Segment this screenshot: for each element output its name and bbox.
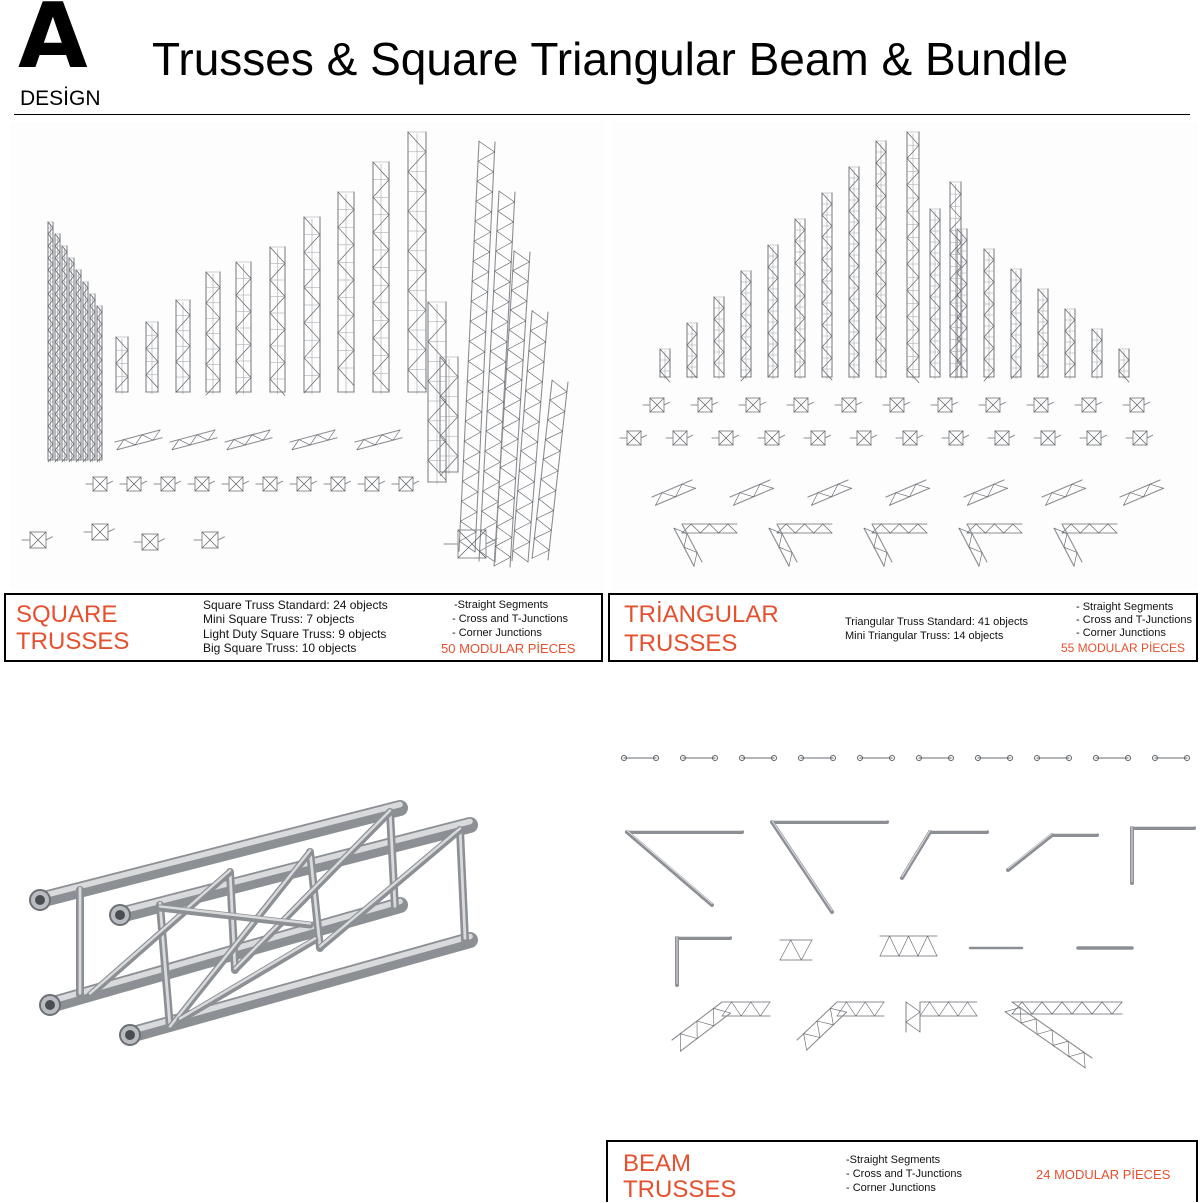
triangular-truss bbox=[660, 349, 670, 382]
square-truss-standard bbox=[408, 132, 426, 394]
triangular-trusses-infobox bbox=[608, 593, 1198, 662]
mini-square-truss bbox=[48, 222, 53, 462]
triangular-truss bbox=[768, 245, 778, 379]
triangular-truss bbox=[1119, 349, 1129, 382]
square-junction bbox=[222, 477, 249, 491]
beam-corner bbox=[1008, 834, 1097, 871]
triangular-junction bbox=[787, 398, 814, 412]
triangular-truss bbox=[984, 249, 994, 381]
triangular-truss bbox=[1011, 269, 1021, 379]
header-divider bbox=[14, 114, 1190, 115]
square-junction bbox=[22, 532, 52, 548]
triangular-type: - Cross and T-Junctions bbox=[1076, 613, 1192, 627]
triangular-junction bbox=[942, 431, 969, 445]
triangular-truss bbox=[950, 182, 961, 379]
triangular-truss bbox=[1065, 309, 1075, 379]
square-truss-standard bbox=[116, 337, 128, 394]
triangular-corner bbox=[964, 480, 1008, 505]
triangular-object-count: Triangular Truss Standard: 41 objects bbox=[845, 615, 1028, 629]
triangular-truss bbox=[687, 323, 697, 379]
square-object-count: Light Duty Square Truss: 9 objects bbox=[203, 627, 386, 641]
square-corner bbox=[115, 430, 162, 450]
triangular-heading-line1: TRİANGULAR bbox=[624, 601, 779, 628]
triangular-truss bbox=[1038, 289, 1048, 379]
triangular-junction bbox=[666, 431, 693, 445]
beam-corner bbox=[1132, 827, 1194, 884]
beam-connector bbox=[1094, 756, 1131, 761]
mini-square-truss bbox=[55, 234, 60, 462]
beam-connector bbox=[858, 756, 895, 761]
truss-closeup bbox=[30, 804, 470, 1045]
big-square-truss bbox=[532, 380, 568, 560]
truss-closeup-illustration bbox=[10, 790, 500, 1070]
mini-square-truss bbox=[76, 270, 81, 462]
mini-square-truss bbox=[90, 294, 95, 462]
triangular-junction bbox=[988, 431, 1015, 445]
triangular-junction bbox=[850, 431, 877, 445]
triangular-corner bbox=[808, 480, 852, 505]
beam-corner-junction bbox=[920, 1002, 977, 1016]
beam-cross bbox=[780, 940, 812, 960]
square-corner bbox=[290, 430, 337, 450]
big-square-junction bbox=[444, 530, 497, 558]
triangular-corner bbox=[1042, 480, 1086, 505]
beam-t-junction bbox=[880, 936, 937, 956]
beam-corner bbox=[772, 821, 887, 913]
triangular-truss bbox=[876, 141, 886, 379]
square-corner bbox=[170, 430, 217, 450]
triangular-corner bbox=[652, 480, 696, 505]
beam-corner-junction bbox=[1012, 1002, 1122, 1014]
beam-truss-illustration bbox=[612, 740, 1198, 1070]
truss-closeup-render bbox=[10, 790, 500, 1070]
square-truss-render bbox=[10, 122, 604, 590]
logo-subtitle: DESİGN bbox=[20, 88, 101, 109]
square-junction bbox=[134, 534, 164, 550]
triangular-junction bbox=[1075, 398, 1102, 412]
beam-connector bbox=[1035, 756, 1072, 761]
beam-connector bbox=[622, 756, 659, 761]
beam-corner-junction bbox=[797, 1002, 847, 1050]
beam-connector bbox=[681, 756, 718, 761]
beam-connector bbox=[799, 756, 836, 761]
beam-corner-junction bbox=[672, 1002, 730, 1051]
triangular-junction bbox=[931, 398, 958, 412]
mini-square-truss bbox=[69, 258, 74, 462]
triangular-junction bbox=[804, 431, 831, 445]
page-title: Trusses & Square Triangular Beam & Bundle bbox=[152, 36, 1068, 82]
square-truss-standard bbox=[270, 247, 285, 396]
triangular-junction bbox=[1034, 431, 1061, 445]
triangular-truss bbox=[849, 167, 859, 379]
square-heading-line2: TRUSSES bbox=[16, 628, 129, 655]
triangular-truss-illustration bbox=[612, 122, 1198, 590]
square-junction bbox=[194, 532, 224, 548]
beam-connector bbox=[917, 756, 954, 761]
beam-corner bbox=[902, 831, 987, 879]
beam-pieces: 24 MODULAR PİECES bbox=[1036, 1167, 1170, 1182]
square-truss-standard bbox=[146, 322, 158, 394]
big-square-truss bbox=[459, 141, 495, 552]
beam-corner-junction bbox=[906, 1002, 920, 1032]
beam-type: -Straight Segments bbox=[846, 1153, 940, 1167]
triangular-truss bbox=[795, 219, 805, 379]
triangular-truss bbox=[930, 209, 940, 379]
triangular-junction bbox=[835, 398, 862, 412]
beam-connector bbox=[976, 756, 1013, 761]
beam-connector bbox=[1153, 756, 1190, 761]
triangular-heading-line2: TRUSSES bbox=[624, 630, 737, 657]
square-object-count: Mini Square Truss: 7 objects bbox=[203, 612, 354, 626]
triangular-corner bbox=[777, 524, 832, 533]
triangular-junction bbox=[620, 431, 647, 445]
triangular-type: - Corner Junctions bbox=[1076, 626, 1166, 640]
triangular-truss bbox=[741, 271, 751, 381]
square-truss-standard bbox=[176, 300, 190, 394]
square-junction bbox=[84, 524, 114, 540]
square-truss-standard bbox=[304, 217, 320, 394]
square-type: -Straight Segments bbox=[454, 598, 548, 612]
square-object-count: Square Truss Standard: 24 objects bbox=[203, 598, 388, 612]
square-truss-standard bbox=[440, 357, 458, 476]
triangular-junction bbox=[691, 398, 718, 412]
mini-square-truss bbox=[97, 306, 102, 462]
beam-corner bbox=[677, 937, 730, 986]
beam-truss-render bbox=[612, 740, 1198, 1070]
logo-letter: A bbox=[18, 0, 86, 82]
square-junction bbox=[120, 477, 147, 491]
triangular-corner bbox=[967, 524, 1022, 533]
beam-heading-line2: TRUSSES bbox=[623, 1176, 736, 1203]
beam-connector bbox=[740, 756, 777, 761]
square-junction bbox=[86, 477, 113, 491]
beam-type: - Cross and T-Junctions bbox=[846, 1167, 962, 1181]
square-corner bbox=[225, 430, 272, 450]
triangular-object-count: Mini Triangular Truss: 14 objects bbox=[845, 629, 1003, 643]
square-heading-line1: SQUARE bbox=[16, 601, 117, 628]
triangular-corner bbox=[886, 480, 930, 505]
triangular-corner bbox=[730, 480, 774, 505]
square-truss-standard bbox=[206, 272, 220, 395]
triangular-truss bbox=[1092, 329, 1102, 379]
square-junction bbox=[324, 477, 351, 491]
triangular-corner bbox=[1062, 524, 1117, 533]
triangular-junction bbox=[643, 398, 670, 412]
square-junction bbox=[392, 477, 419, 491]
triangular-junction bbox=[1123, 398, 1150, 412]
beam-corner-junction bbox=[1005, 1002, 1092, 1068]
square-trusses-infobox bbox=[4, 593, 603, 662]
triangular-junction bbox=[1126, 431, 1153, 445]
big-square-truss bbox=[479, 191, 515, 562]
mini-square-truss bbox=[62, 246, 67, 462]
square-junction bbox=[188, 477, 215, 491]
triangular-junction bbox=[883, 398, 910, 412]
triangular-junction bbox=[1027, 398, 1054, 412]
beam-type: - Corner Junctions bbox=[846, 1181, 936, 1195]
triangular-junction bbox=[1080, 431, 1107, 445]
triangular-type: - Straight Segments bbox=[1076, 600, 1173, 614]
triangular-corner bbox=[682, 524, 737, 533]
triangular-truss bbox=[957, 229, 967, 379]
mini-square-truss bbox=[83, 282, 88, 462]
square-truss-standard bbox=[236, 262, 251, 394]
triangular-truss bbox=[822, 193, 832, 380]
triangular-truss bbox=[907, 132, 919, 383]
square-truss-standard bbox=[373, 162, 389, 394]
triangular-junction bbox=[739, 398, 766, 412]
square-type: - Corner Junctions bbox=[452, 626, 542, 640]
square-junction bbox=[290, 477, 317, 491]
square-truss-standard bbox=[338, 192, 354, 394]
triangular-truss bbox=[714, 297, 724, 379]
triangular-pieces: 55 MODULAR PİECES bbox=[1061, 641, 1185, 656]
beam-corner bbox=[627, 831, 742, 906]
triangular-junction bbox=[979, 398, 1006, 412]
triangular-junction bbox=[712, 431, 739, 445]
triangular-junction bbox=[758, 431, 785, 445]
triangular-truss-render bbox=[612, 122, 1198, 590]
triangular-corner bbox=[1120, 480, 1164, 505]
square-junction bbox=[256, 477, 283, 491]
beam-heading-line1: BEAM bbox=[623, 1150, 691, 1177]
square-pieces: 50 MODULAR PİECES bbox=[441, 641, 575, 656]
triangular-corner bbox=[872, 524, 927, 533]
big-square-truss bbox=[512, 311, 548, 562]
square-junction bbox=[154, 477, 181, 491]
square-object-count: Big Square Truss: 10 objects bbox=[203, 641, 356, 655]
square-junction bbox=[358, 477, 385, 491]
square-truss-illustration bbox=[10, 122, 604, 590]
design-logo bbox=[18, 6, 110, 110]
triangular-junction bbox=[896, 431, 923, 445]
square-type: - Cross and T-Junctions bbox=[452, 612, 568, 626]
square-corner bbox=[355, 430, 402, 450]
beam-trusses-infobox bbox=[606, 1140, 1198, 1202]
